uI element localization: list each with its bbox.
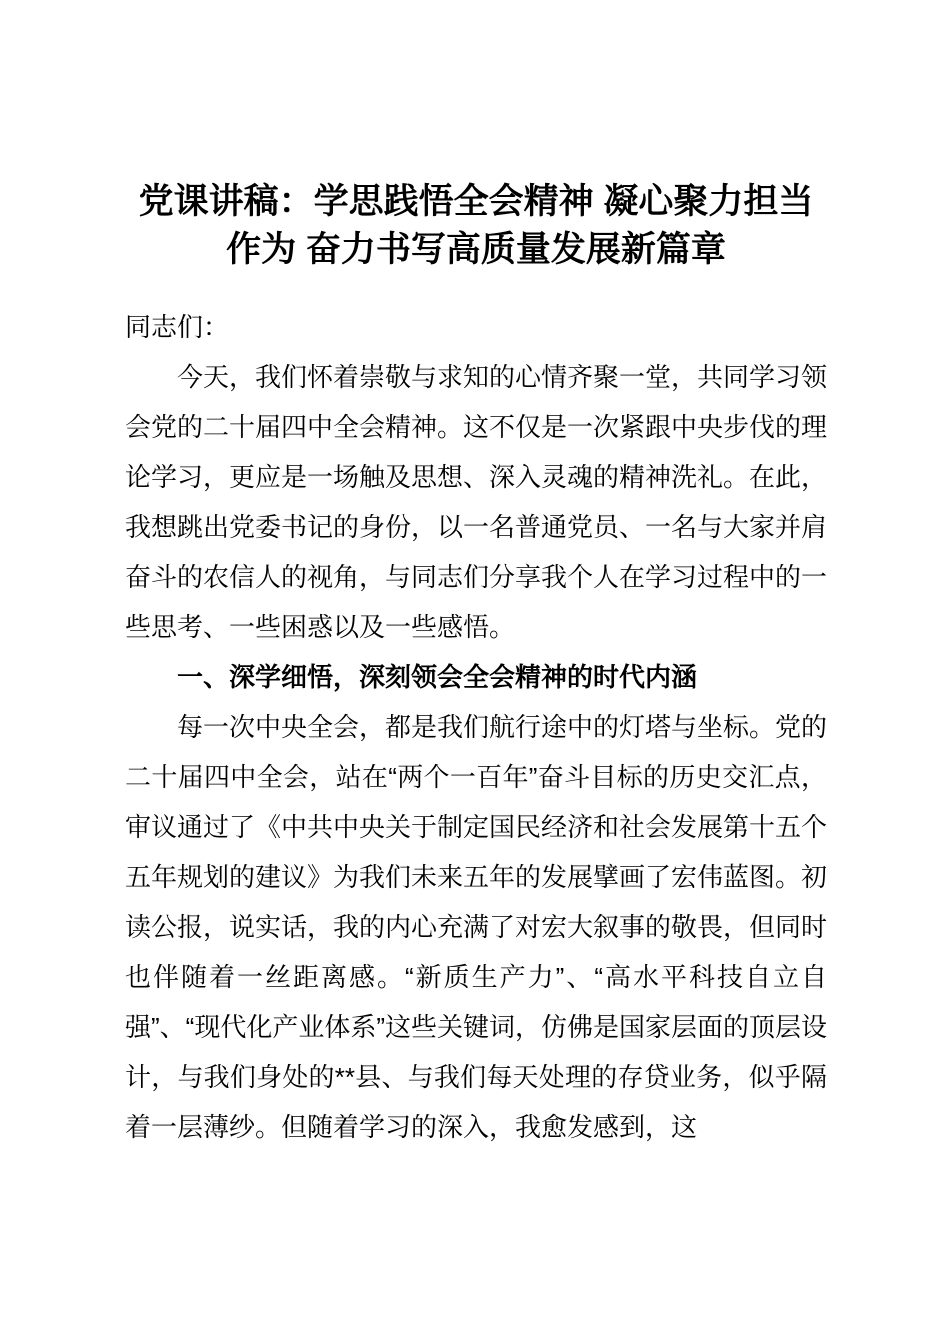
section-heading-1: 一、深学细悟，深刻领会全会精神的时代内涵 [177, 662, 698, 692]
salutation-line: 同志们： [125, 312, 230, 342]
paragraph-intro: 今天，我们怀着崇敬与求知的心情齐聚一堂，共同学习领会党的二十届四中全会精神。这不仅是一次紧跟中央步伐的理论学习，更应是一场触及思想、深入灵魂的精神洗礼。在此，我想跳出党委书记的身份，以一名普通党员、一名与大家并肩奋斗的农信人的视角，与同志们分享我个人在学习过程中的一些思考、一些困惑以及一些感悟。 [125, 362, 828, 642]
paragraph-section-1: 每一次中央全会，都是我们航行途中的灯塔与坐标。党的二十届四中全会，站在“两个一百年”奋斗目标的历史交汇点，审议通过了《中共中央关于制定国民经济和社会发展第十五个五年规划的建议》为我们未来五年的发展擘画了宏伟蓝图。初读公报，说实话，我的内心充满了对宏大叙事的敬畏，但同时也伴随着一丝距离感。“新质生产力”、“高水平科技自立自强”、“现代化产业体系”这些关键词，仿佛是国家层面的顶层设计，与我们身处的**县、与我们每天处理的存贷业务，似乎隔着一层薄纱。但随着学习的深入，我愈发感到，这 [125, 712, 828, 1142]
document-title: 党课讲稿：学思践悟全会精神 凝心聚力担当作为 奋力书写高质量发展新篇章 [138, 182, 814, 269]
